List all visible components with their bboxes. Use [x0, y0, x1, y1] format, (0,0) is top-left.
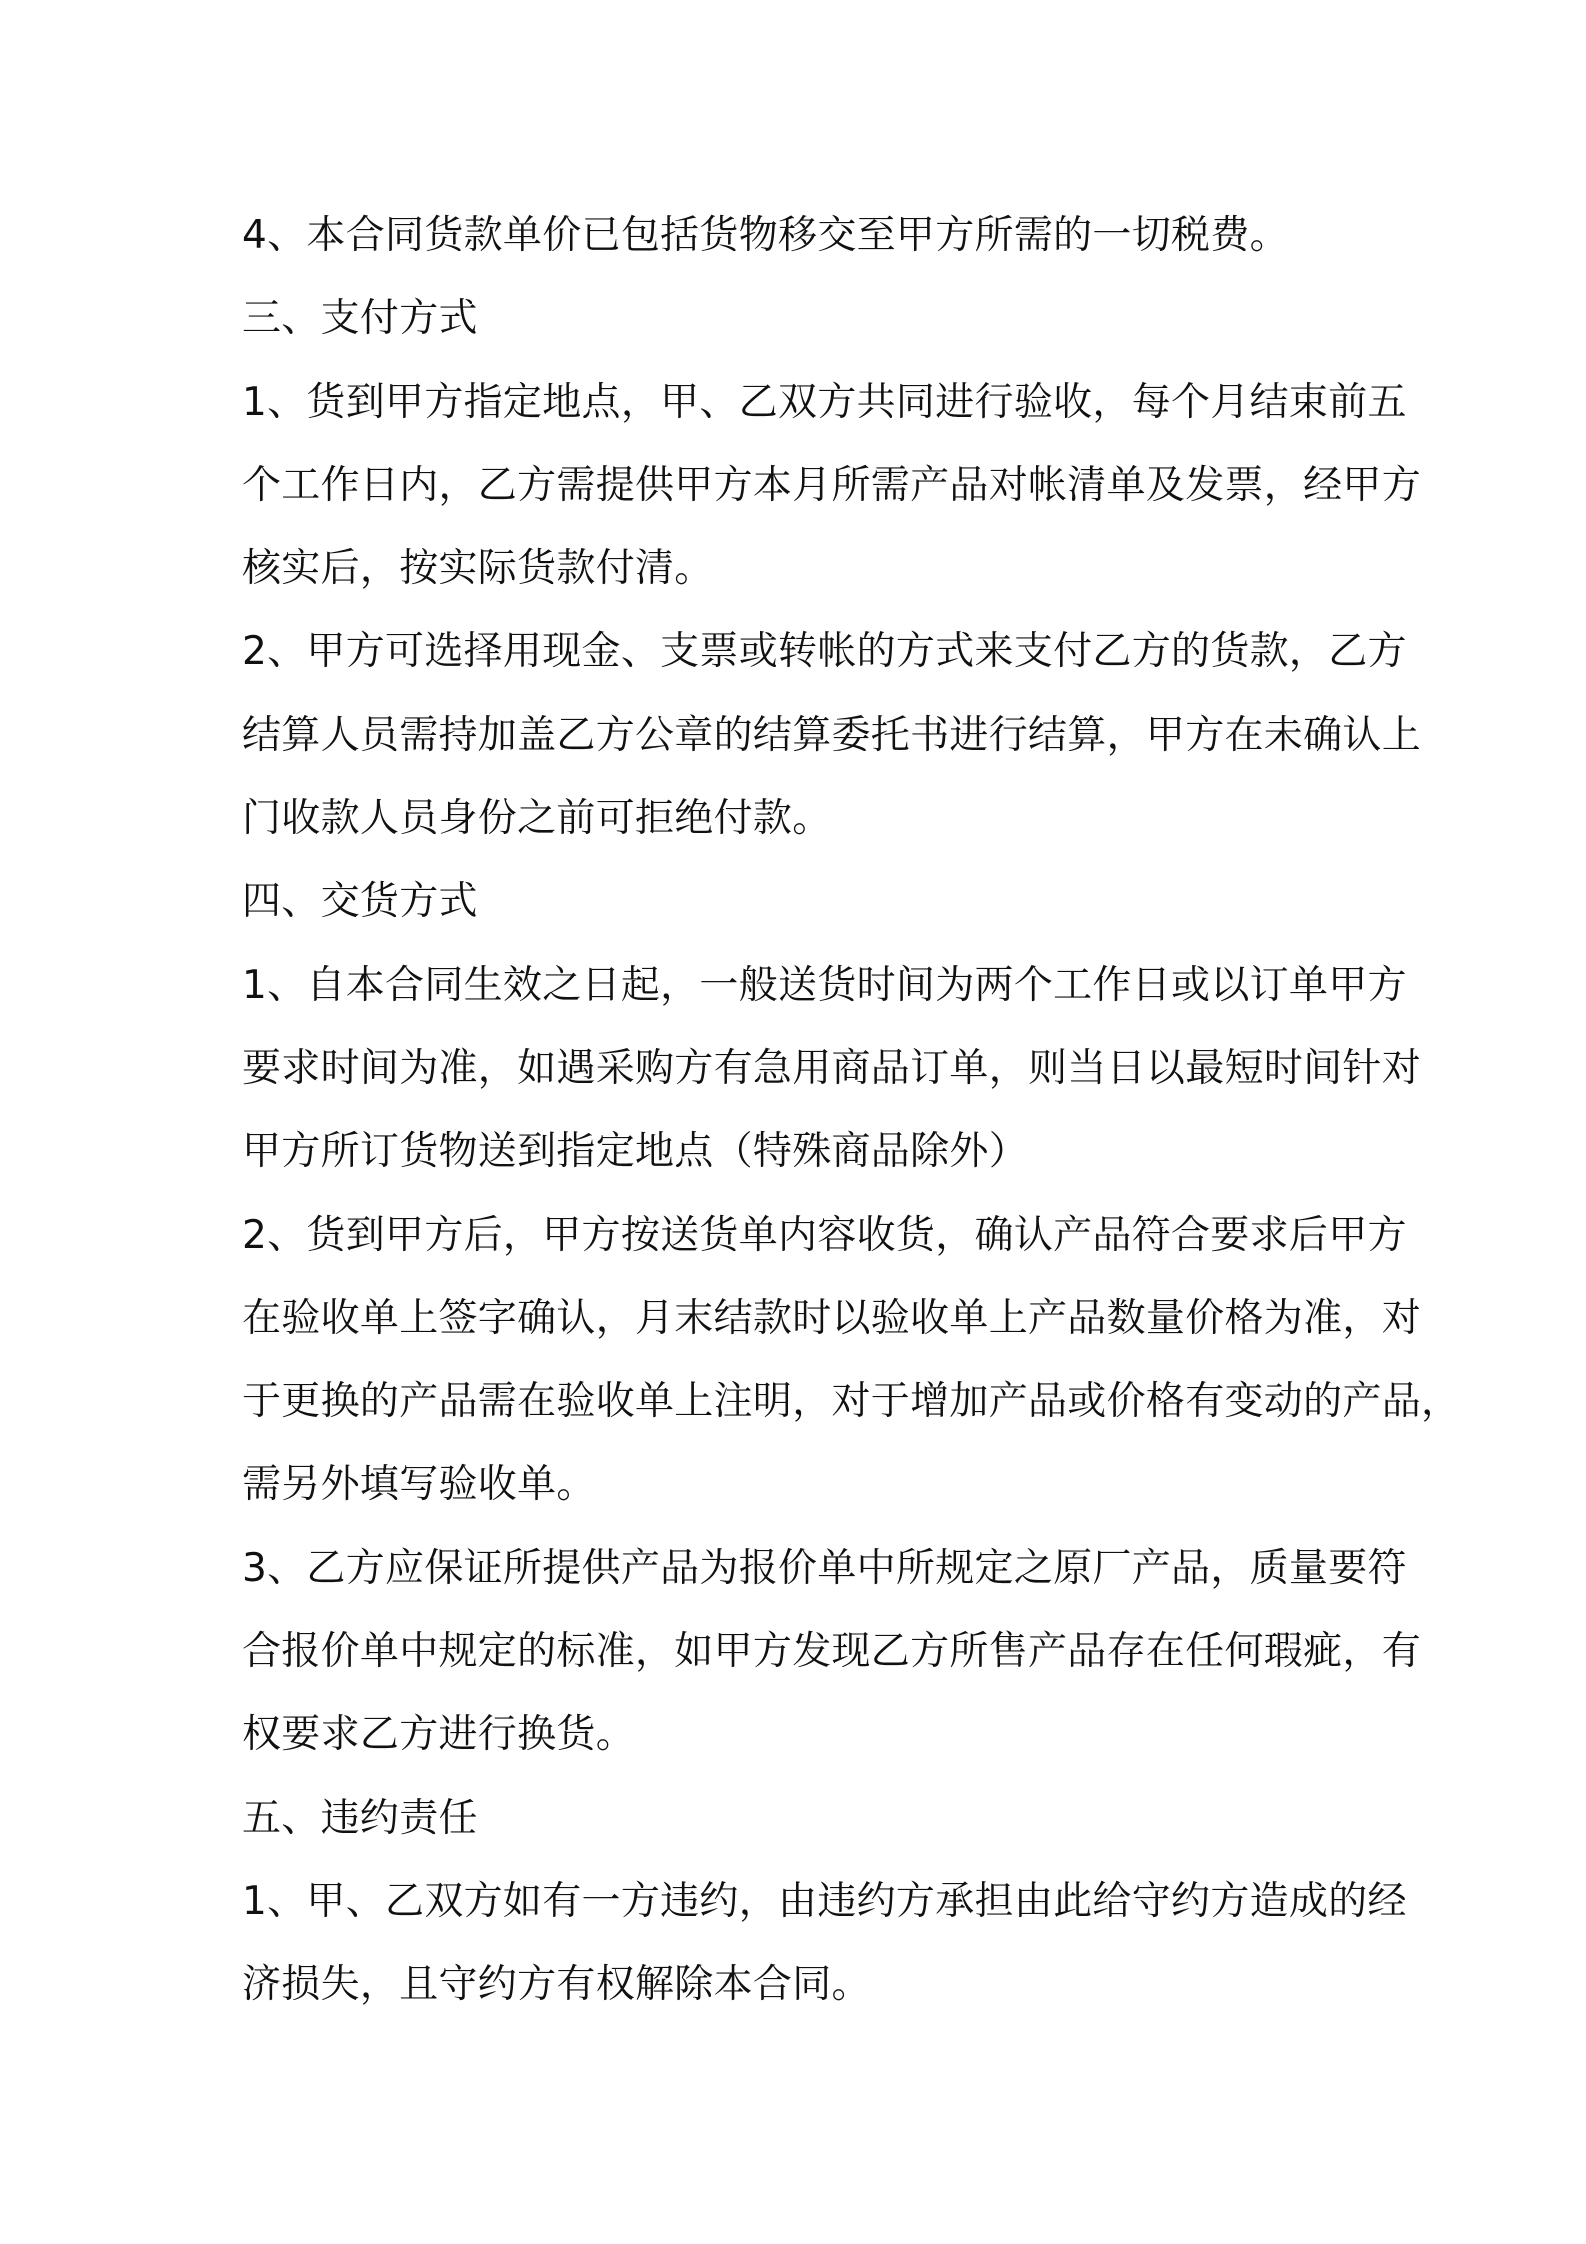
- delivery-clause-3-line-1: 3、乙方应保证所提供产品为报价单中所规定之原厂产品，质量要符: [242, 1545, 1407, 1591]
- payment-clause-2-line-2: 结算人员需持加盖乙方公章的结算委托书进行结算，甲方在未确认上: [242, 712, 1422, 758]
- section-heading-payment: 三、支付方式: [242, 296, 478, 342]
- payment-clause-1-line-3: 核实后，按实际货款付清。: [242, 546, 714, 592]
- section-heading-delivery: 四、交货方式: [242, 879, 478, 925]
- liability-clause-1-line-1: 1、甲、乙双方如有一方违约，由违约方承担由此给守约方造成的经: [242, 1878, 1407, 1924]
- liability-clause-1-line-2: 济损失，且守约方有权解除本合同。: [242, 1962, 871, 2008]
- delivery-clause-3-line-2: 合报价单中规定的标准，如甲方发现乙方所售产品存在任何瑕疵，有: [242, 1629, 1422, 1675]
- payment-clause-2-line-3: 门收款人员身份之前可拒绝付款。: [242, 796, 832, 842]
- delivery-clause-2-line-4: 需另外填写验收单。: [242, 1462, 596, 1508]
- payment-clause-2-line-1: 2、甲方可选择用现金、支票或转帐的方式来支付乙方的货款，乙方: [242, 629, 1407, 675]
- payment-clause-1-line-1: 1、货到甲方指定地点，甲、乙双方共同进行验收，每个月结束前五: [242, 379, 1407, 425]
- document-body: [242, 194, 1461, 2027]
- section-heading-liability: 五、违约责任: [242, 1795, 478, 1841]
- delivery-clause-2-line-1: 2、货到甲方后，甲方按送货单内容收货，确认产品符合要求后甲方: [242, 1212, 1407, 1258]
- clause-tax-included: 4、本合同货款单价已包括货物移交至甲方所需的一切税费。: [242, 213, 1289, 258]
- delivery-clause-1-line-3: 甲方所订货物送到指定地点（特殊商品除外）: [242, 1129, 1029, 1175]
- delivery-clause-2-line-3: 于更换的产品需在验收单上注明，对于增加产品或价格有变动的产品，: [242, 1379, 1461, 1425]
- delivery-clause-3-line-3: 权要求乙方进行换货。: [242, 1712, 636, 1758]
- delivery-clause-2-line-2: 在验收单上签字确认，月末结款时以验收单上产品数量价格为准，对: [242, 1295, 1422, 1341]
- delivery-clause-1-line-2: 要求时间为准，如遇采购方有急用商品订单，则当日以最短时间针对: [242, 1045, 1422, 1091]
- delivery-clause-1-line-1: 1、自本合同生效之日起，一般送货时间为两个工作日或以订单甲方: [242, 962, 1407, 1008]
- payment-clause-1-line-2: 个工作日内，乙方需提供甲方本月所需产品对帐清单及发票，经甲方: [242, 462, 1422, 508]
